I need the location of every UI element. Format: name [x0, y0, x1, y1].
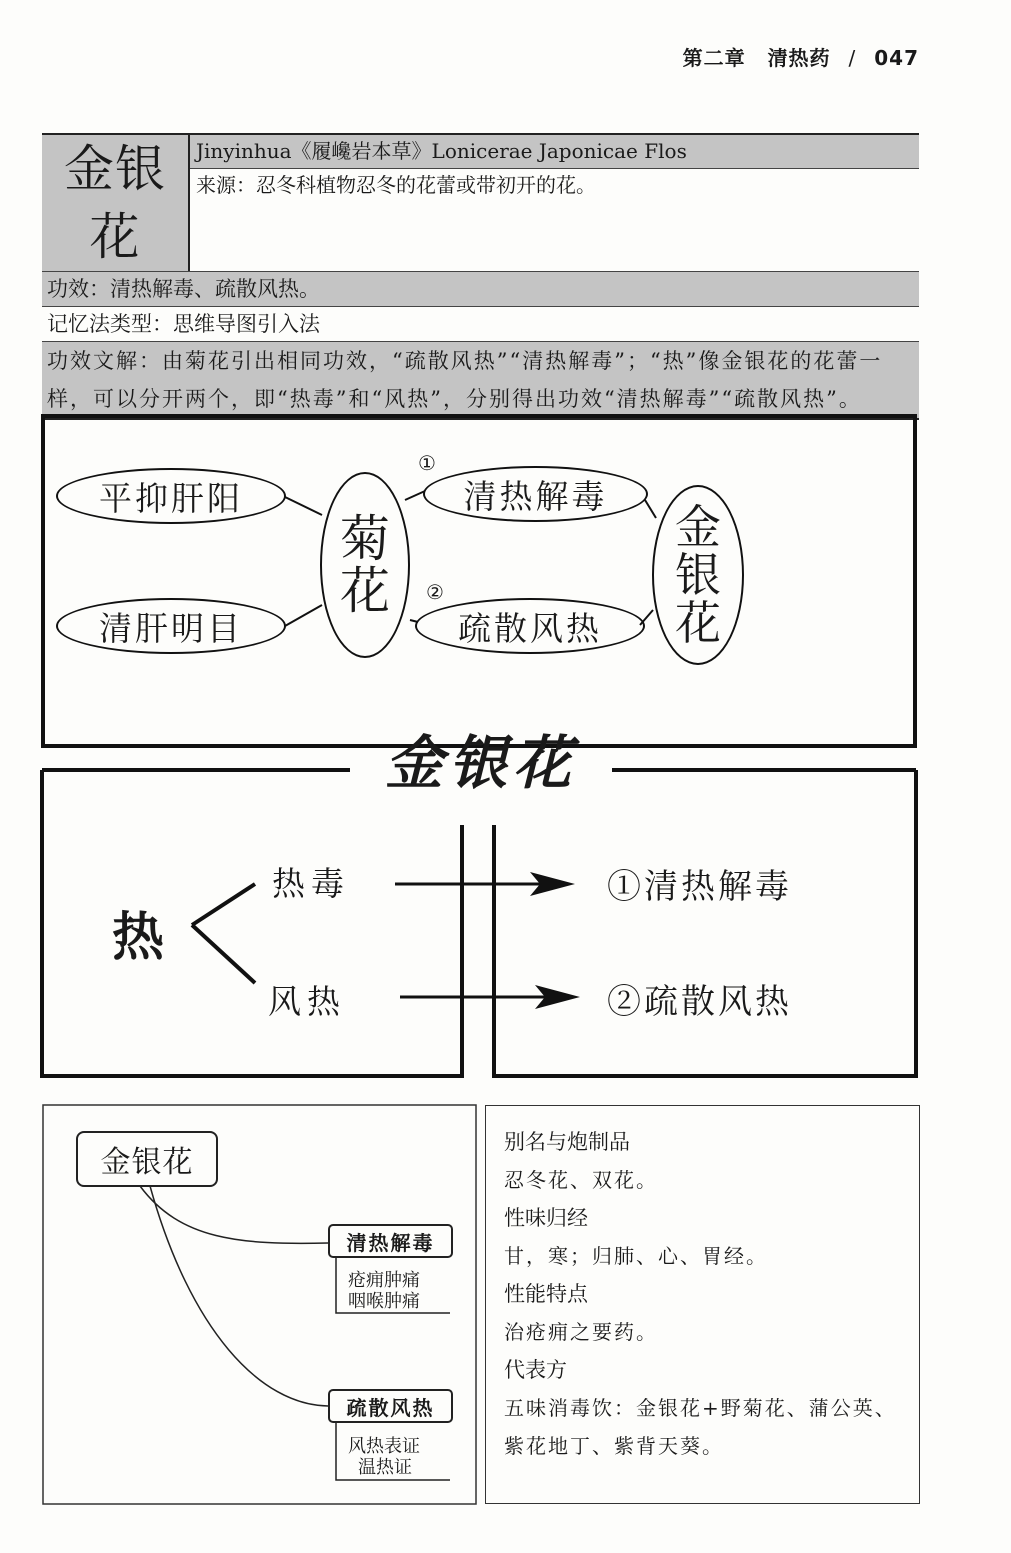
marker-one: ①	[418, 451, 436, 475]
branch-curve	[140, 1186, 328, 1243]
leaf-item: 温热证	[358, 1457, 412, 1478]
node-label: 疏散风热	[458, 608, 602, 648]
connector-line	[405, 491, 425, 500]
top-frame	[43, 416, 915, 746]
result-qingre-jiedu: ①清热解毒	[607, 867, 792, 907]
detail-heading: 别名与炮制品	[504, 1130, 630, 1154]
lower-root-node: 金银花	[76, 1131, 218, 1187]
detail-heading: 性能特点	[504, 1282, 588, 1306]
efficacy-row: 功效：清热解毒、疏散风热。	[42, 272, 919, 307]
root-re: 热	[112, 907, 165, 968]
detail-body: 治疮痈之要药。	[504, 1320, 658, 1344]
node-char: 金	[675, 500, 721, 554]
separator: /	[848, 46, 857, 70]
detail-heading: 性味归经	[504, 1206, 588, 1230]
page-number: 047	[874, 46, 919, 70]
node-juhua	[320, 472, 410, 658]
leaf-item: 咽喉肿痛	[348, 1291, 420, 1312]
node-label: 清肝明目	[99, 608, 243, 648]
title-row	[42, 135, 919, 272]
memory-type-row: 记忆法类型：思维导图引入法	[42, 307, 919, 342]
tag-qingre-jiedu: 清热解毒	[328, 1224, 453, 1258]
branch-redu: 热毒	[272, 864, 350, 903]
node-char: 菊	[340, 510, 390, 568]
node-pingyi-ganyang	[56, 468, 286, 524]
detail-body: 忍冬花、双花。	[504, 1168, 658, 1192]
branch-fengre: 风热	[268, 982, 346, 1021]
node-shusan-fengre	[415, 598, 645, 654]
node-label: 平抑肝阳	[99, 478, 243, 518]
banner-title: 金银花	[384, 729, 577, 797]
node-label: 清热解毒	[463, 476, 608, 516]
bottom-frame-right	[494, 770, 916, 1076]
node-char: 花	[675, 596, 721, 650]
branch-line	[192, 884, 255, 925]
leaf-item: 疮痈肿痛	[348, 1270, 420, 1291]
detail-body: 五味消毒饮：金银花+野菊花、蒲公英、紫花地丁、紫背天葵。	[504, 1396, 897, 1458]
detail-body: 甘，寒；归肺、心、胃经。	[504, 1244, 768, 1268]
detail-panel	[485, 1105, 920, 1504]
result-shusan-fengre: ②疏散风热	[607, 982, 792, 1022]
running-head	[683, 42, 919, 71]
bottom-frame-left	[42, 770, 462, 1076]
herb-info-table	[42, 133, 919, 420]
node-qingre-jiedu	[423, 466, 648, 522]
source-line: 来源：忍冬科植物忍冬的花蕾或带初开的花。	[196, 173, 596, 197]
herb-name: 金银花	[42, 135, 190, 271]
node-char: 花	[340, 562, 390, 620]
connector-line	[285, 497, 322, 515]
branch-line	[192, 925, 255, 983]
node-qinggan-mingmu	[56, 598, 286, 654]
title-details	[190, 135, 919, 271]
connector-line	[645, 500, 656, 518]
tag-shusan-fengre: 疏散风热	[328, 1389, 453, 1423]
connector-line	[285, 605, 322, 626]
leaf-item: 风热表证	[348, 1436, 420, 1457]
node-jinyinhua	[652, 485, 744, 665]
pinyin-line: Jinyinhua《履巉岩本草》Lonicerae Japonicae Flos	[190, 135, 919, 169]
node-char: 银	[675, 548, 721, 602]
detail-heading: 代表方	[504, 1358, 567, 1382]
section-label: 清热药	[767, 46, 831, 70]
explanation-row: 功效文解：由菊花引出相同功效，“疏散风热”“清热解毒”；“热”像金银花的花蕾一样，可以分开两个，即“热毒”和“风热”，分别得出功效“清热解毒”“疏散风热”。	[42, 342, 919, 418]
chapter-label: 第二章	[682, 46, 746, 70]
marker-two: ②	[426, 580, 444, 604]
